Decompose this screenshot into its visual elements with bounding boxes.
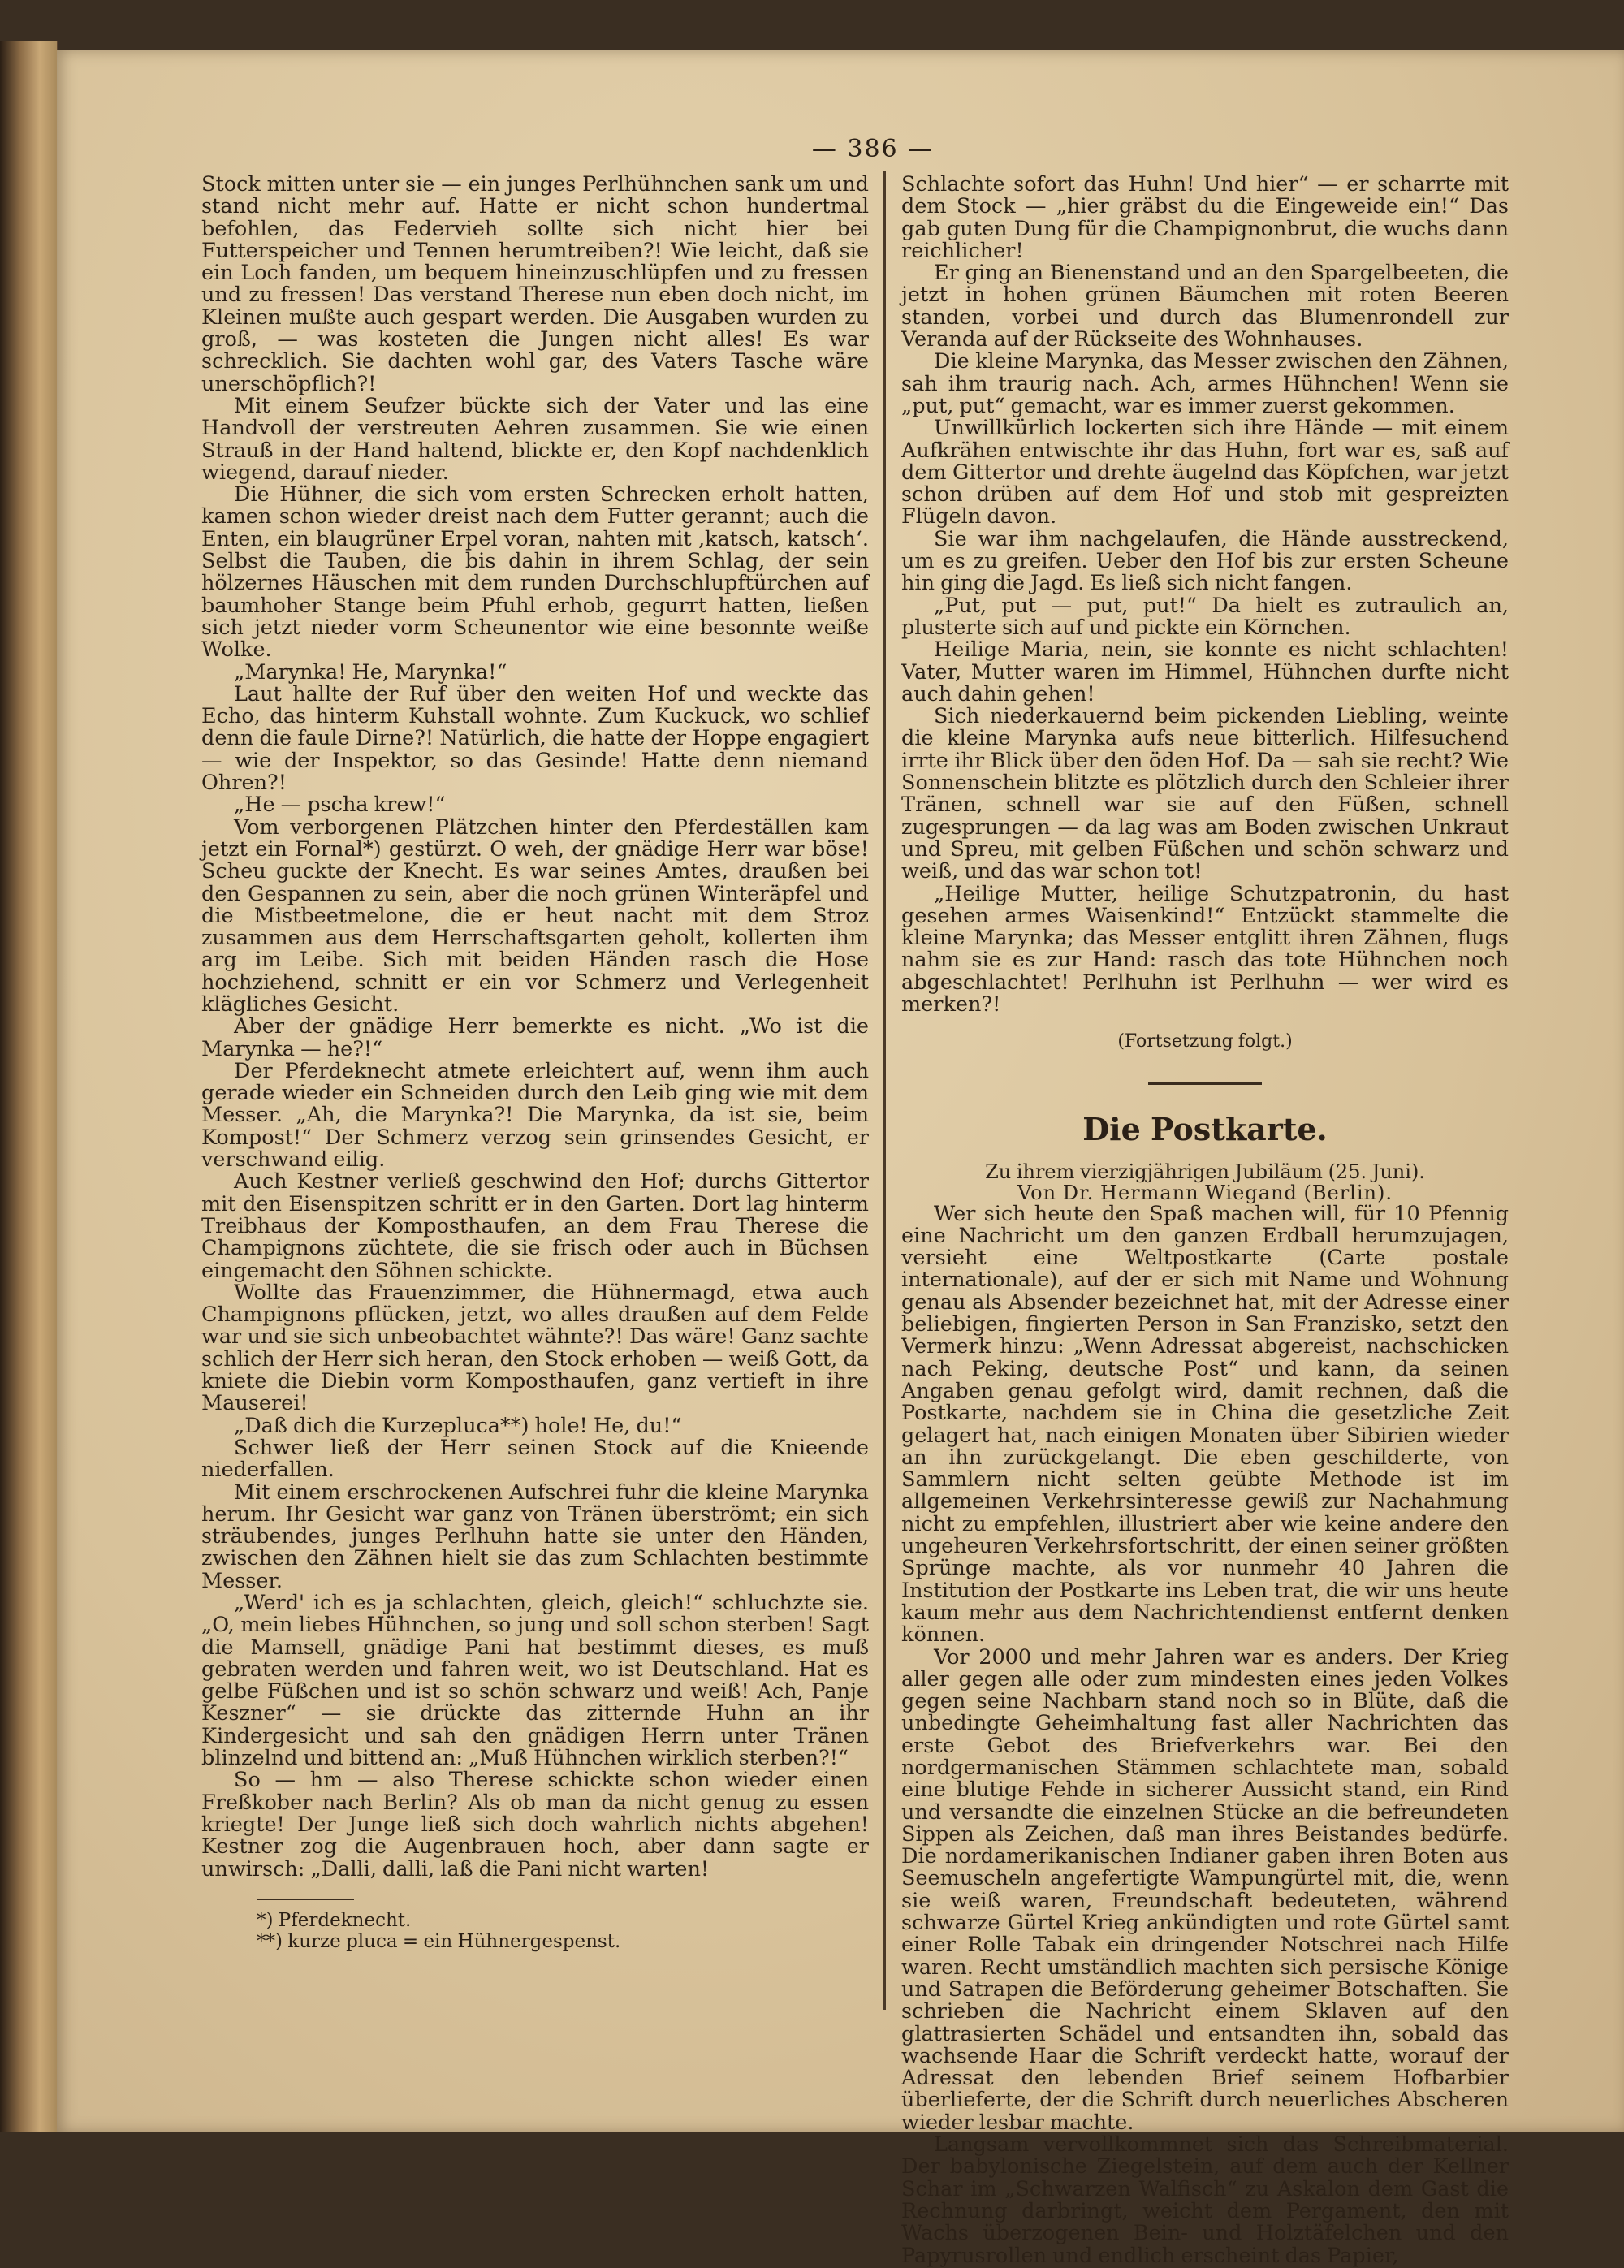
story-text-right xyxy=(901,174,1509,1016)
paragraph: „Daß dich die Kurzepluca**) hole! He, du!“ xyxy=(234,1413,682,1438)
paragraph: Die kleine Marynka, das Messer zwischen den Zähnen, sah ihm traurig nach. Ach, armes Hühnchen! Wenn sie „put, put“ gemacht, war es immer zuerst gekommen. xyxy=(901,349,1509,418)
paragraph: Auch Kestner verließ geschwind den Hof; durchs Gittertor mit den Eisenspitzen schritt er in den Garten. Dort lag hinterm Treibhaus der Komposthaufen, an dem Frau Therese die Champignons züchtete, die sie frisch oder auch in Büchsen eingemacht den Söhnen schickte. xyxy=(201,1169,869,1283)
paragraph: Schlachte sofort das Huhn! Und hier“ — er scharrte mit dem Stock — „hier gräbst du die Eingeweide ein!“ Das gab guten Dung für die Champignonbrut, die wuchs dann reichlicher! xyxy=(901,172,1509,263)
paragraph: Sie war ihm nachgelaufen, die Hände ausstreckend, um es zu greifen. Ueber den Hof bis zur ersten Scheune hin ging die Jagd. Es ließ sich nicht fangen. xyxy=(901,526,1509,596)
paragraph: Vom verborgenen Plätzchen hinter den Pferdeställen kam jetzt ein Fornal*) gestürzt. O weh, der gnädige Herr war böse! Scheu guckte der Knecht. Es war seines Amtes, draußen bei den Gespannen zu sein, aber die noch grünen Winteräpfel und die Mistbeetmelone, die er heut nacht mit dem Stroz zusammen aus dem Herrschaftsgarten geholt, kollerten ihm arg im Leibe. Sich mit beiden Händen rasch die Hose hochziehend, schnitt er ein vor Schmerz und Verlegenheit klägliches Gesicht. xyxy=(201,814,869,1017)
paragraph: Heilige Maria, nein, sie konnte es nicht schlachten! Vater, Mutter waren im Himmel, Hühnchen durfte nicht auch dahin gehen! xyxy=(901,637,1509,706)
paragraph: Mit einem Seufzer bückte sich der Vater und las eine Handvoll der verstreuten Aehren zusammen. Sie wie einen Strauß in der Hand haltend, blickte er, den Kopf nachdenklich wiegend, darauf nieder. xyxy=(201,393,869,485)
paragraph: Wollte das Frauenzimmer, die Hühnermagd, etwa auch Champignons pflücken, jetzt, wo alles draußen auf dem Felde war und sie sich unbeobachtet wähnte?! Das wäre! Ganz sachte schlich der Herr sich heran, den Stock erhoben — weiß Gott, da kniete die Diebin vorm Komposthaufen, ganz vertieft in ihre Mauserei! xyxy=(201,1280,869,1416)
page-number: — 386 — xyxy=(811,135,935,163)
paragraph: Sich niederkauernd beim pickenden Liebling, weinte die kleine Marynka aufs neue bitterlich. Hilfesuchend irrte ihr Blick über den öden Hof. Da — sah sie recht? Wie Sonnenschein blitzte es plötzlich durch den Schleier ihrer Tränen, schnell war sie auf den Füßen, schnell zugesprungen — da lag was am Boden zwischen Unkraut und Spreu, mit gelben Füßchen und schön schwarz und weiß, und das war schon tot! xyxy=(901,704,1509,884)
paragraph: „Werd' ich es ja schlachten, gleich, gleich!“ schluchzte sie. „O, mein liebes Hühnchen, so jung und soll schon sterben! Sagt die Mamsell, gnädige Pani hat bestimmt dieses, es muß gebraten werden und fahren weit, wo ist Deutschland. Hat es gelbe Füßchen und ist so schön schwarz und weiß! Ach, Panje Keszner“ — sie drückte das zitternde Huhn an ihr Kindergesicht und sah den gnädigen Herrn unter Tränen blinzelnd und bittend an: „Muß Hühnchen wirklich sterben?!“ xyxy=(201,1591,869,1771)
column-divider xyxy=(883,171,886,2010)
paragraph: Mit einem erschrockenen Aufschrei fuhr die kleine Marynka herum. Ihr Gesicht war ganz von Tränen überströmt; ein sich sträubendes, junges Perlhuhn hatte sie unter den Händen, zwischen den Zähnen hielt sie das zum Schlachten bestimmte Messer. xyxy=(201,1480,869,1593)
paragraph: „Marynka! He, Marynka!“ xyxy=(234,659,508,685)
article-title: Die Postkarte. xyxy=(1082,1110,1328,1147)
paragraph: Unwillkürlich lockerten sich ihre Hände — mit einem Aufkrähen entwischte ihr das Huhn, fort war es, saß auf dem Gittertor und drehte äugelnd das Köpfchen, war jetzt schon drüben auf dem Hof und stob mit gespreizten Flügeln davon. xyxy=(901,416,1509,529)
paragraph: Laut hallte der Ruf über den weiten Hof und weckte das Echo, das hinterm Kuhstall wohnte. Zum Kuckuck, wo schlief denn die faule Dirne?! Natürlich, die hatte der Hoppe engagiert — wie der Inspektor, so das Gesinde! Hatte denn niemand Ohren?! xyxy=(201,681,869,796)
article-body xyxy=(901,1203,1509,2267)
article-subtitle: Zu ihrem vierzigjährigen Jubiläum (25. Juni). xyxy=(985,1160,1425,1183)
paragraph: So — hm — also Therese schickte schon wieder einen Freßkober nach Berlin? Als ob man da nicht genug zu essen kriegte! Der Junge ließ sich doch wahrlich nichts abgehen! Kestner zog die Augenbrauen hoch, aber dann sagte er unwirsch: „Dalli, dalli, laß die Pani nicht warten! xyxy=(201,1768,869,1881)
paragraph: Wer sich heute den Spaß machen will, für 10 Pfennig eine Nachricht um den ganzen Erdball herumzujagen, versieht eine Weltpostkarte (Carte postale internationale), auf der er sich mit Name und Wohnung genau als Absender bezeichnet hat, mit der Adresse einer beliebigen, fingierten Person in San Franzisko, setzt den Vermerk hinzu: „Wenn Adressat abgereist, nachschicken nach Peking, deutsche Post“ und kann, da seinen Angaben genau gefolgt wird, damit rechnen, daß die Postkarte, nachdem sie in China die gesetzliche Zeit gelagert hat, nach einigen Monaten über Sibirien wieder an ihn zurückgelangt. Die eben geschilderte, von Sammlern nicht selten geübte Methode ist im allgemeinen Verkehrsinteresse gewiß zur Nachahmung nicht zu empfehlen, illustriert aber wie keine andere den ungeheuren Verkehrsfortschritt, der einen seiner größten Sprünge machte, als vor nunmehr 40 Jahren die Institution der Postkarte ins Leben trat, die wir uns heute kaum mehr aus dem Nachrichtendienst entfernt denken können. xyxy=(901,1201,1509,1648)
article-author: Von Dr. Hermann Wiegand (Berlin). xyxy=(1017,1181,1393,1204)
paragraph: Der Pferdeknecht atmete erleichtert auf, wenn ihm auch gerade wieder ein Schneiden durch den Leib ging wie mit dem Messer. „Ah, die Marynka?! Die Marynka, da ist sie, beim Kompost!“ Der Schmerz verzog sein grinsendes Gesicht, er verschwand eilig. xyxy=(201,1058,869,1173)
book-binding xyxy=(0,41,58,2132)
paragraph: Aber der gnädige Herr bemerkte es nicht. „Wo ist die Marynka — he?!“ xyxy=(201,1014,869,1061)
paragraph: Er ging an Bienenstand und an den Spargelbeeten, die jetzt in hohen grünen Bäumchen mit roten Beeren standen, vorbei und durch das Blumenrondell zur Veranda auf der Rückseite des Wohnhauses. xyxy=(901,261,1509,352)
footnote: *) Pferdeknecht. xyxy=(257,1909,412,1931)
footnote: **) kurze pluca = ein Hühnergespenst. xyxy=(257,1930,621,1952)
paragraph: Vor 2000 und mehr Jahren war es anders. Der Krieg aller gegen alle oder zum mindesten eines jeden Volkes gegen seine Nachbarn stand noch so in Blüte, daß die unbedingte Geheimhaltung fast aller Nachrichten das erste Gebot des Briefverkehrs war. Bei den nordgermanischen Stämmen schlachtete man, sobald eine blutige Fehde in sicherer Aussicht stand, ein Rind und versandte die einzelnen Stücke an die befreundeten Sippen als Zeichen, daß man ihres Beistandes bedürfe. Die nordamerikanischen Indianer gaben ihren Boten aus Seemuscheln angefertigte Wampungürtel mit, die, wenn sie weiß waren, Freundschaft bedeuteten, während schwarze Gürtel Krieg ankündigten und rote Gürtel samt einer Rolle Tabak ein dringender Notschrei nach Hilfe waren. Recht umständlich machten sich persische Könige und Satrapen die Beförderung geheimer Botschaften. Sie schrieben die Nachricht einem Sklaven auf den glattrasierten Schädel und entsandten ihn, sobald das wachsende Haar die Schrift verdeckt hatte, worauf der Adressat den lebenden Brief seinem Hofbarbier überlieferte, der die Schrift durch neuerliches Abscheren wieder lesbar machte. xyxy=(901,1644,1509,2135)
continuation-note: (Fortsetzung folgt.) xyxy=(1117,1031,1293,1052)
paragraph: Schwer ließ der Herr seinen Stock auf die Knieende niederfallen. xyxy=(201,1435,869,1483)
story-text-left xyxy=(201,174,869,1881)
section-rule xyxy=(1148,1082,1262,1085)
right-column xyxy=(901,174,1509,2267)
left-column xyxy=(201,174,869,1952)
paragraph: „Heilige Mutter, heilige Schutzpatronin, du hast gesehen armes Waisenkind!“ Entzückt stammelte die kleine Marynka; das Messer entglitt ihren Zähnen, flugs nahm sie es zur Hand: rasch das tote Hühnchen noch abgeschlachtet! Perlhuhn ist Perlhuhn — wer wird es merken?! xyxy=(901,881,1509,1017)
paragraph: Langsam vervollkommnet sich das Schreibmaterial. Der babylonische Ziegelstein, auf dem auch der Kellner Schar im „Schwarzen Walfisch“ zu Askalon dem Gast die Rechnung darbringt, weicht dem Pergament, den mit Wachs überzogenen Bein- und Holztäfelchen und den Papyrusrollen und endlich erscheint das Papier, xyxy=(901,2132,1509,2268)
paragraph: Die Hühner, die sich vom ersten Schrecken erholt hatten, kamen schon wieder dreist nach dem Futter gerannt; auch die Enten, ein blaugrüner Erpel voran, nahten mit ‚katsch, katsch‘. Selbst die Tauben, die bis dahin in ihrem Schlag, der sein hölzernes Häuschen mit dem runden Durchschlupftürchen auf baumhoher Stange beim Pfuhl erhob, gegurrt hatten, ließen sich jetzt nieder vorm Scheunentor wie eine besonnte weiße Wolke. xyxy=(201,482,869,663)
paragraph: „He — pscha krew!“ xyxy=(234,793,446,818)
paragraph: Stock mitten unter sie — ein junges Perlhühnchen sank um und stand nicht mehr auf. Hatte er nicht schon hundertmal befohlen, das Federvieh sollte sich nicht hier bei Futterspeicher und Tennen herumtreiben?! Wie leicht, daß sie ein Loch fanden, um bequem hineinzuschlüpfen und zu fressen und zu fressen! Das verstand Therese nun eben doch nicht, im Kleinen mußte auch gespart werden. Die Ausgaben wurden zu groß, — was kosteten die Jungen nicht alles! Es war schrecklich. Sie dachten wohl gar, des Vaters Tasche wäre unerschöpflich?! xyxy=(201,172,869,396)
footnote-rule xyxy=(257,1899,354,1900)
newspaper-page xyxy=(57,50,1624,2268)
paragraph: „Put, put — put, put!“ Da hielt es zutraulich an, plusterte sich auf und pickte ein Körnchen. xyxy=(901,593,1509,640)
